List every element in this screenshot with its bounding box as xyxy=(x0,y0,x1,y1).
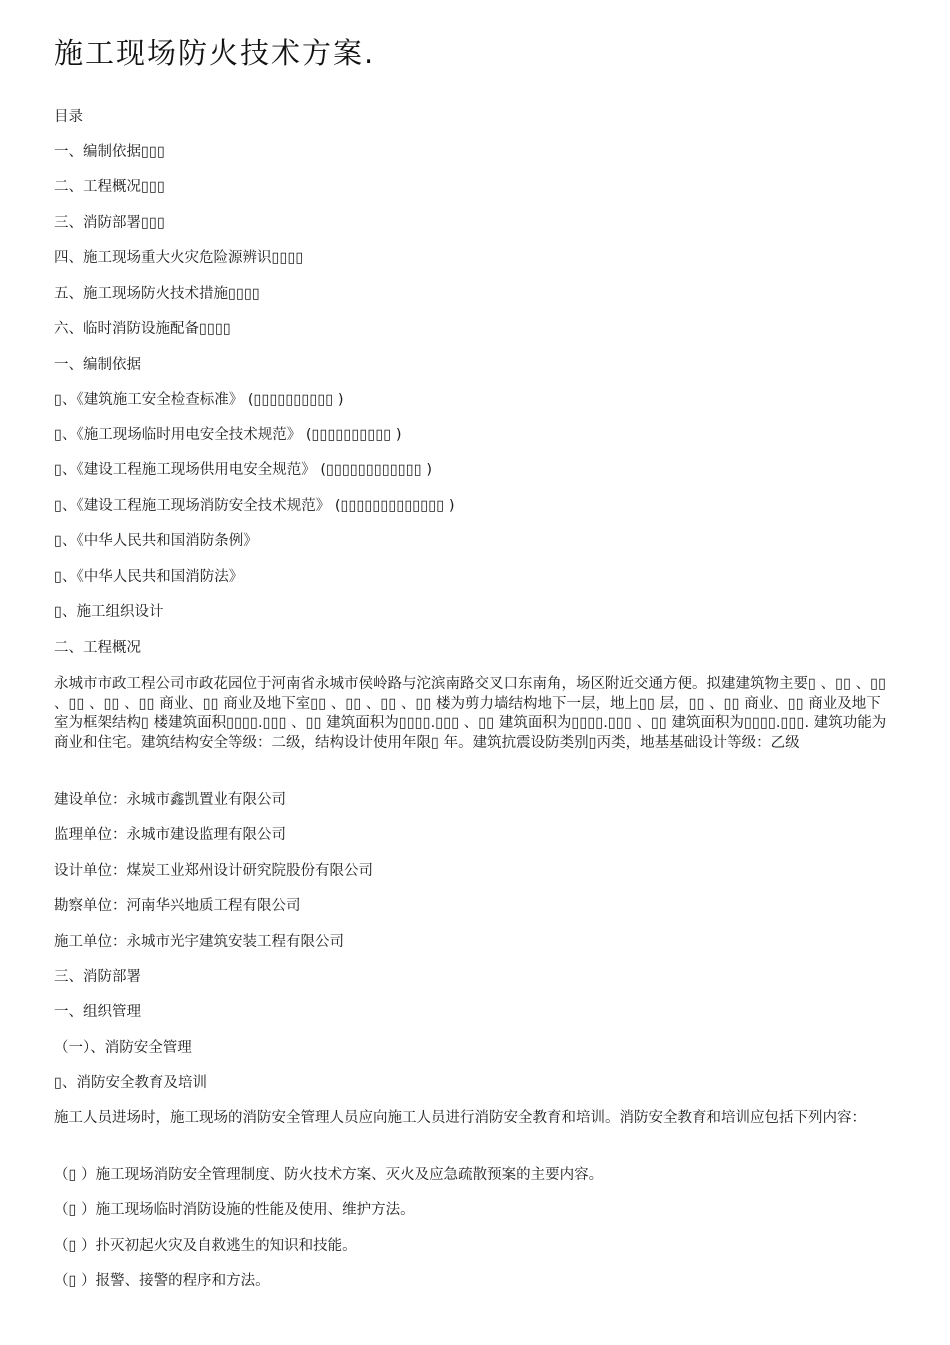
toc-item: 四、施工现场重大火灾危险源辨识▯▯▯▯ xyxy=(54,250,304,266)
unit-line: 建设单位：永城市鑫凯置业有限公司 xyxy=(54,792,286,808)
toc-item: 一、编制依据▯▯▯ xyxy=(54,144,165,160)
basis-item: ▯、《施工现场临时用电安全技术规范》 (▯▯▯▯▯▯▯▯▯▯ ) xyxy=(54,427,402,443)
basis-item: ▯、《建筑施工安全检查标准》 (▯▯▯▯▯▯▯▯▯▯ ) xyxy=(54,392,344,408)
unit-line: 施工单位：永城市光宇建筑安装工程有限公司 xyxy=(54,934,344,950)
unit-line: 设计单位：煤炭工业郑州设计研究院股份有限公司 xyxy=(54,863,373,879)
toc-heading: 目录 xyxy=(54,109,83,125)
document-title: 施工现场防火技术方案. xyxy=(54,36,376,70)
overview-paragraph: 永城市市政工程公司市政花园位于河南省永城市侯岭路与沱滨南路交叉口东南角，场区附近交通方便。拟建建筑物主要▯ 、▯▯ 、▯▯ 、▯▯ 、▯▯ 、▯▯ 商业、▯▯ 商业及地下室▯▯ 、▯▯ 、▯▯ 、▯▯ 楼为剪力墙结构地下一层，地上▯▯ 层，▯▯ 、▯▯ 商业、▯▯ 商业及地下室为框架结构▯ 楼建筑面积▯▯▯▯.▯▯▯ 、▯▯ 建筑面积为▯▯▯▯.▯▯▯ 、▯▯ 建筑面积为▯▯▯▯.▯▯▯ 、▯▯ 建筑面积为▯▯▯▯.▯▯▯. 建筑功能为商业和住宅。建筑结构安全等级：二级，结构设计使用年限▯ 年。建筑抗震设防类别▯丙类，地基基础设计等级：乙级 xyxy=(54,676,887,751)
toc-item: 五、施工现场防火技术措施▯▯▯▯ xyxy=(54,286,260,302)
unit-line: 勘察单位：河南华兴地质工程有限公司 xyxy=(54,898,301,914)
subsection-heading: 一、组织管理 xyxy=(54,1004,141,1020)
subsection-heading: （一）、消防安全管理 xyxy=(54,1040,192,1056)
education-item: （▯ ）施工现场临时消防设施的性能及使用、维护方法。 xyxy=(54,1202,415,1218)
toc-item: 三、消防部署▯▯▯ xyxy=(54,215,165,231)
basis-item: ▯、《中华人民共和国消防条例》 xyxy=(54,533,258,549)
unit-line: 监理单位：永城市建设监理有限公司 xyxy=(54,827,286,843)
section-heading-fire-deployment: 三、消防部署 xyxy=(54,969,141,985)
basis-item: ▯、《建设工程施工现场供用电安全规范》 (▯▯▯▯▯▯▯▯▯▯▯▯ ) xyxy=(54,462,433,478)
basis-item: ▯、《中华人民共和国消防法》 xyxy=(54,569,244,585)
section-heading-basis: 一、编制依据 xyxy=(54,357,141,373)
education-paragraph: 施工人员进场时，施工现场的消防安全管理人员应向施工人员进行消防安全教育和培训。消防安全教育和培训应包括下列内容： xyxy=(54,1110,866,1126)
basis-item: ▯、施工组织设计 xyxy=(54,604,164,620)
education-item: （▯ ）扑灭初起火灾及自救逃生的知识和技能。 xyxy=(54,1238,357,1254)
toc-item: 二、工程概况▯▯▯ xyxy=(54,179,165,195)
education-item: （▯ ）报警、接警的程序和方法。 xyxy=(54,1273,270,1289)
education-item: （▯ ）施工现场消防安全管理制度、防火技术方案、灭火及应急疏散预案的主要内容。 xyxy=(54,1167,604,1183)
basis-item: ▯、《建设工程施工现场消防安全技术规范》 (▯▯▯▯▯▯▯▯▯▯▯▯▯ ) xyxy=(54,498,455,514)
subsection-heading: ▯、消防安全教育及培训 xyxy=(54,1075,207,1091)
toc-item: 六、临时消防设施配备▯▯▯▯ xyxy=(54,321,231,337)
section-heading-overview: 二、工程概况 xyxy=(54,640,141,656)
